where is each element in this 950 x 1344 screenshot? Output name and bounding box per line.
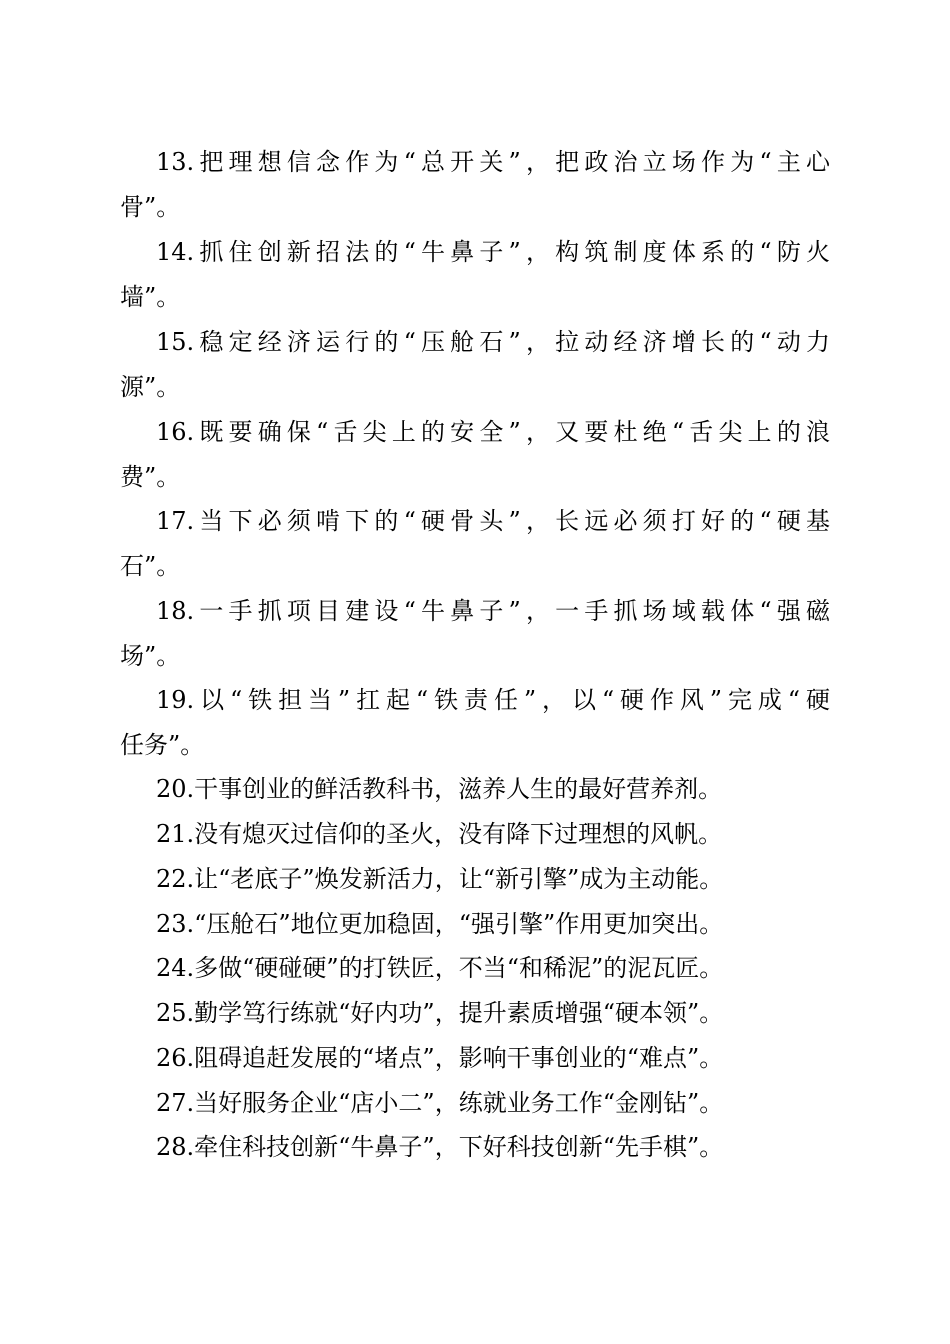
paragraph-13-line-2: 骨”。 <box>120 193 181 221</box>
paragraph-17-line-1: 17.当下必须啃下的“硬骨头”，长远必须打好的“硬基 <box>156 507 830 535</box>
paragraph-19-line-1: 19.以“铁担当”扛起“铁责任”，以“硬作风”完成“硬 <box>156 686 830 714</box>
paragraph-28: 28.牵住科技创新“牛鼻子”，下好科技创新“先手棋”。 <box>156 1133 724 1161</box>
paragraph-25: 25.勤学笃行练就“好内功”，提升素质增强“硬本领”。 <box>156 999 724 1027</box>
paragraph-14-line-1: 14.抓住创新招法的“牛鼻子”，构筑制度体系的“防火 <box>156 238 830 266</box>
paragraph-27: 27.当好服务企业“店小二”，练就业务工作“金刚钻”。 <box>156 1089 724 1117</box>
paragraph-20: 20.干事创业的鲜活教科书，滋养人生的最好营养剂。 <box>156 775 723 803</box>
paragraph-15-line-2: 源”。 <box>120 373 181 401</box>
paragraph-16-line-1: 16.既要确保“舌尖上的安全”，又要杜绝“舌尖上的浪 <box>156 418 830 446</box>
paragraph-16-line-2: 费”。 <box>120 463 181 491</box>
paragraph-23: 23.“压舱石”地位更加稳固，“强引擎”作用更加突出。 <box>156 910 724 938</box>
paragraph-18-line-2: 场”。 <box>120 642 181 670</box>
paragraph-22: 22.让“老底子”焕发新活力，让“新引擎”成为主动能。 <box>156 865 724 893</box>
paragraph-15-line-1: 15.稳定经济运行的“压舱石”，拉动经济增长的“动力 <box>156 328 830 356</box>
paragraph-17-line-2: 石”。 <box>120 552 181 580</box>
paragraph-21: 21.没有熄灭过信仰的圣火，没有降下过理想的风帆。 <box>156 820 723 848</box>
paragraph-18-line-1: 18.一手抓项目建设“牛鼻子”，一手抓场域载体“强磁 <box>156 597 830 625</box>
paragraph-19-line-2: 任务”。 <box>120 731 205 759</box>
paragraph-26: 26.阻碍追赶发展的“堵点”，影响干事创业的“难点”。 <box>156 1044 724 1072</box>
paragraph-13-line-1: 13.把理想信念作为“总开关”，把政治立场作为“主心 <box>156 148 830 176</box>
paragraph-24: 24.多做“硬碰硬”的打铁匠，不当“和稀泥”的泥瓦匠。 <box>156 954 724 982</box>
paragraph-14-line-2: 墙”。 <box>120 283 181 311</box>
